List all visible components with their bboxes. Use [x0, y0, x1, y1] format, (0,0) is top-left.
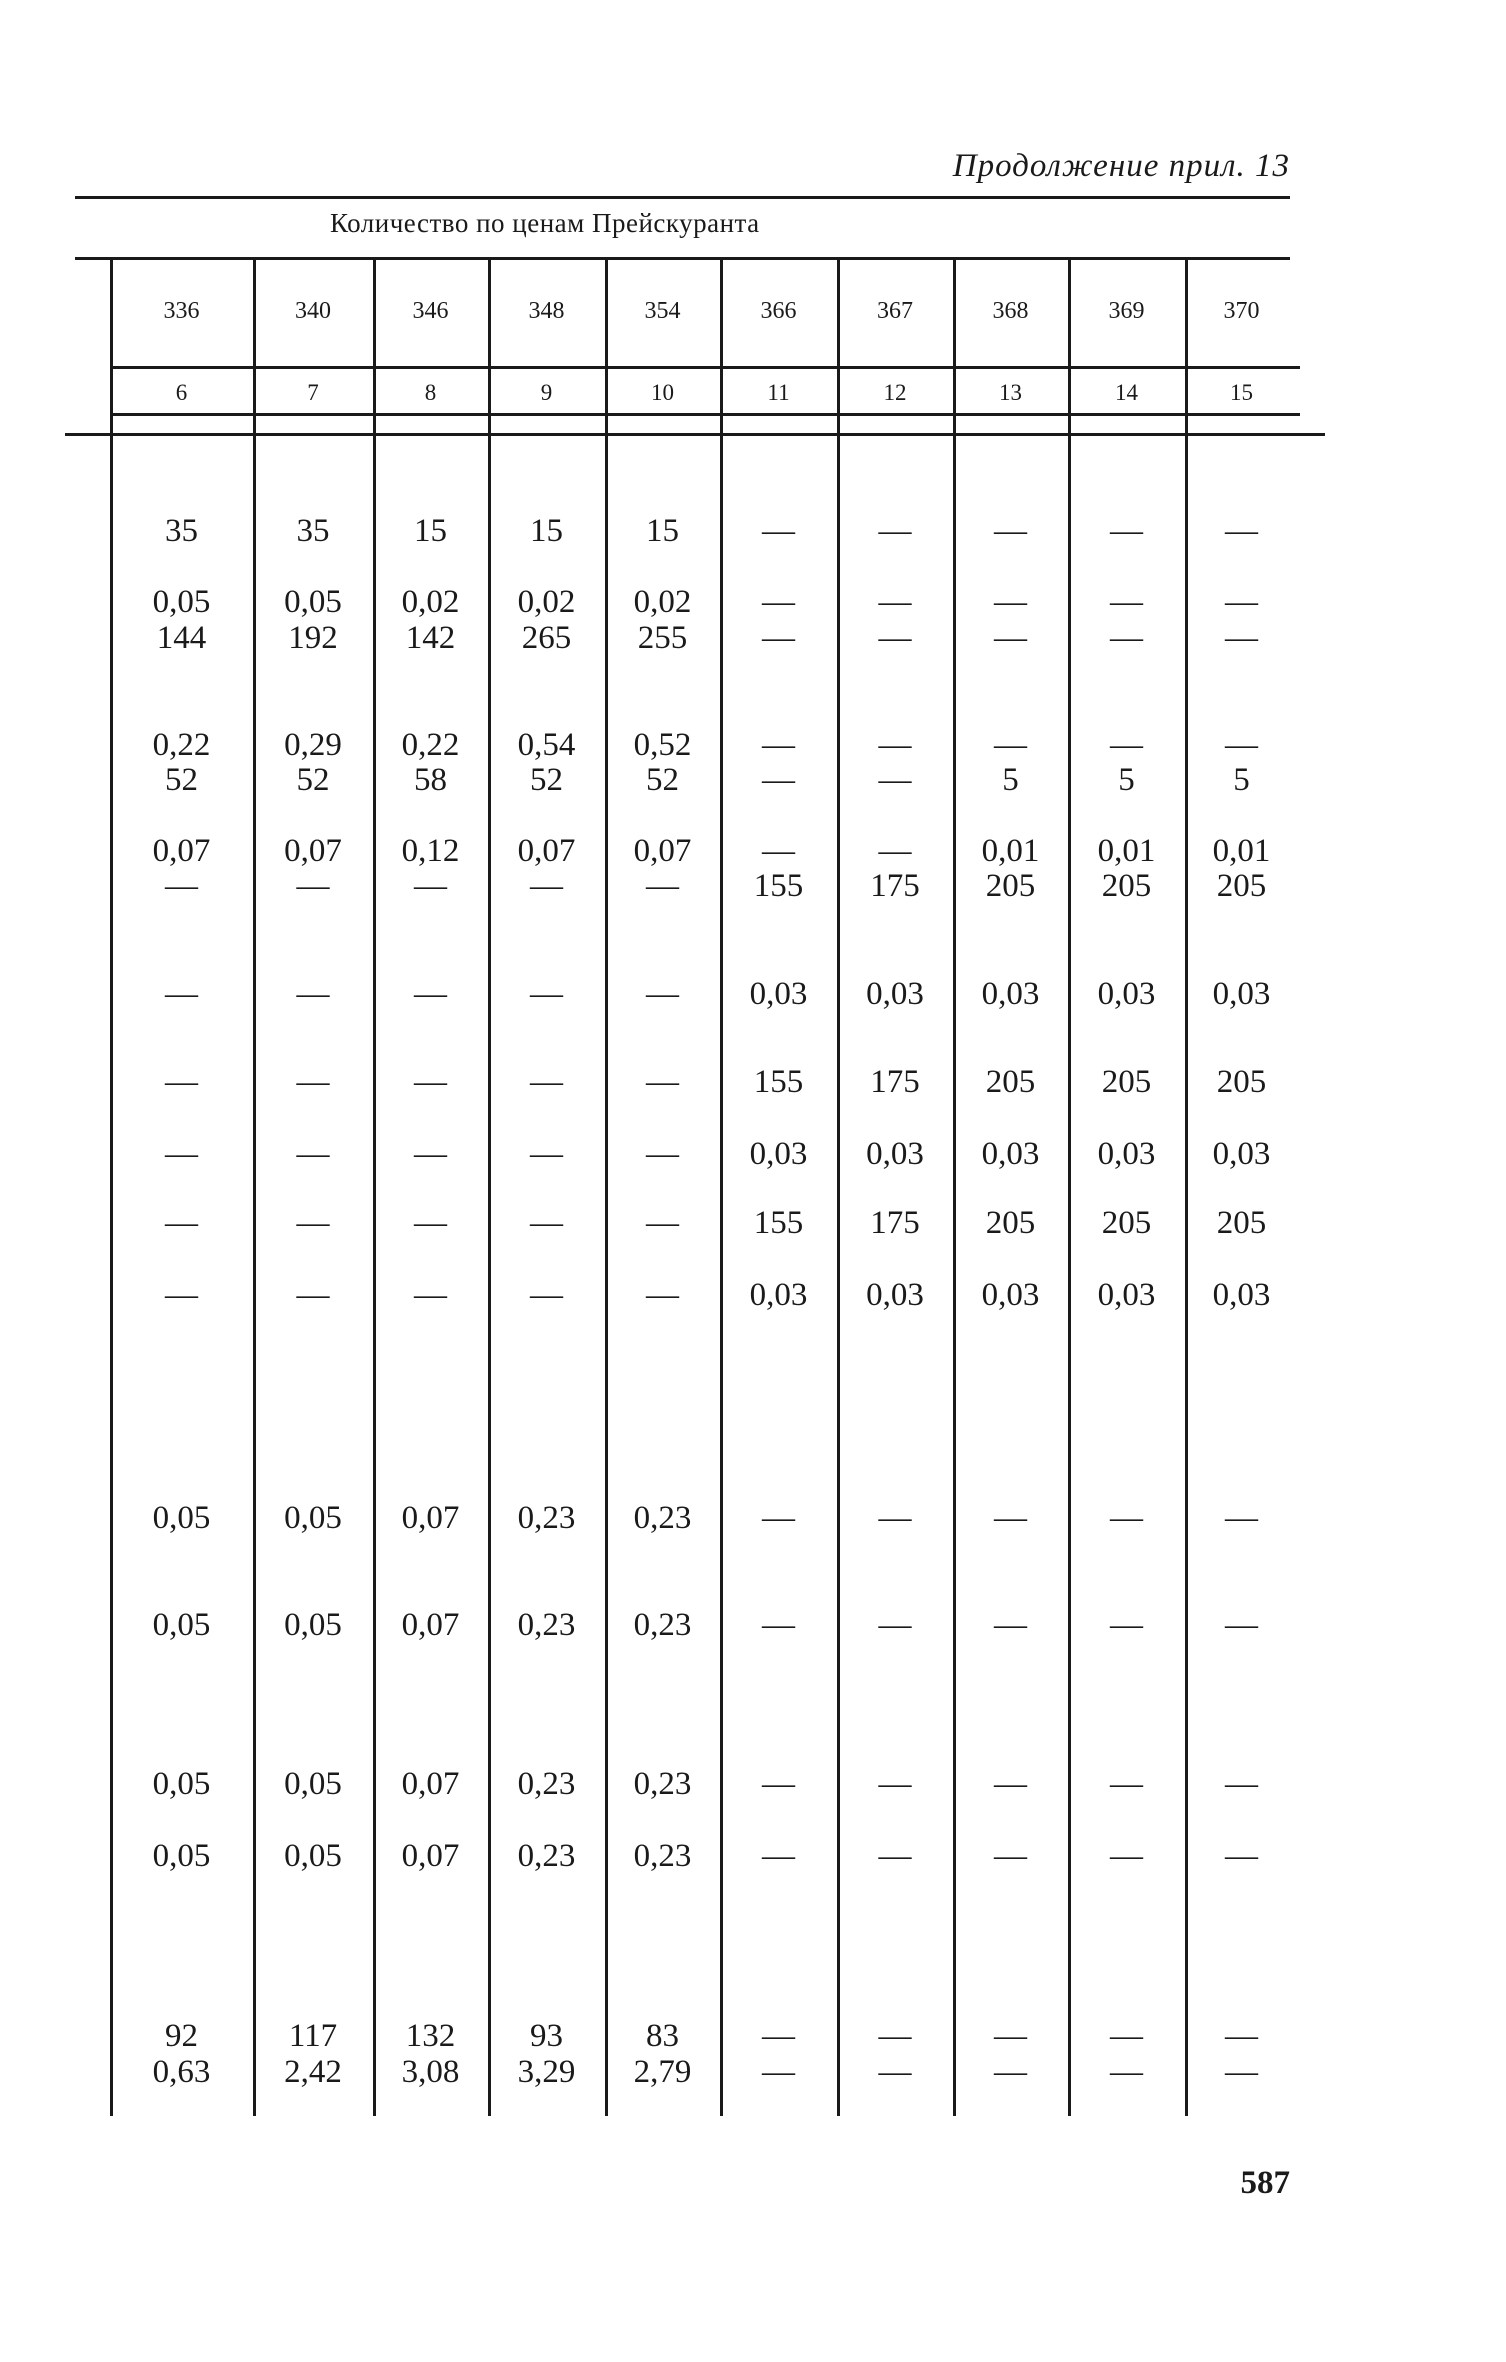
table-cell: — — [1110, 727, 1143, 763]
table-cell: — — [646, 976, 679, 1012]
table-cell: 0,63 — [152, 2054, 211, 2090]
table-cell: — — [414, 976, 447, 1012]
price-header: 340 — [295, 298, 331, 324]
table-cell: 0,22 — [401, 727, 460, 763]
table-cell: 0,05 — [152, 1838, 211, 1874]
table-cell: — — [994, 2054, 1027, 2090]
table-cell: 205 — [1216, 1205, 1267, 1241]
table-cell: — — [762, 833, 795, 869]
table-cell: 0,29 — [284, 727, 342, 763]
table-cell: — — [1110, 1607, 1143, 1643]
table-cell: — — [165, 1205, 198, 1241]
table-cell: 0,07 — [284, 833, 342, 869]
table-cell: 0,23 — [633, 1838, 692, 1874]
column-index: 13 — [999, 380, 1022, 405]
table-cell: 0,03 — [1097, 1277, 1156, 1313]
table-cell: 52 — [165, 762, 198, 798]
table-cell: — — [878, 2018, 912, 2054]
table-cell: 0,01 — [1097, 833, 1156, 869]
table-cell: 0,02 — [517, 584, 576, 620]
table-cell: 0,23 — [633, 1766, 692, 1802]
table-rule — [110, 366, 1300, 369]
table-cell: 205 — [1216, 1064, 1267, 1100]
table-cell: — — [165, 1136, 198, 1172]
table-cell: 0,03 — [1212, 976, 1271, 1012]
table-cell: — — [762, 2054, 795, 2090]
table-cell: — — [530, 1064, 563, 1100]
table-cell: 0,03 — [866, 976, 924, 1012]
table-cell: 155 — [753, 1064, 804, 1100]
table-cell: 0,23 — [633, 1607, 692, 1643]
table-cell: — — [530, 1205, 563, 1241]
running-title: Продолжение прил. 13 — [952, 148, 1290, 184]
table-cell: 0,03 — [981, 976, 1040, 1012]
table-cell: — — [878, 620, 912, 656]
table-cell: — — [296, 976, 330, 1012]
table-cell: 15 — [414, 513, 447, 549]
table-cell: — — [878, 584, 912, 620]
table-rule — [110, 413, 1300, 416]
table-cell: 15 — [646, 513, 679, 549]
table-cell: 2,42 — [284, 2054, 342, 2090]
table-cell: — — [878, 727, 912, 763]
column-index: 10 — [651, 380, 674, 405]
table-cell: 0,05 — [152, 584, 211, 620]
column-index: 6 — [175, 380, 188, 405]
table-cell: 35 — [296, 513, 330, 549]
table-cell: 92 — [165, 2018, 198, 2054]
table-cell: 15 — [530, 513, 563, 549]
table-cell: — — [646, 1277, 679, 1313]
column-index: 14 — [1115, 380, 1138, 405]
table-cell: 83 — [646, 2018, 679, 2054]
table-cell: 205 — [985, 868, 1036, 904]
table-cell: 5 — [1002, 762, 1019, 798]
table-cell: 2,79 — [633, 2054, 692, 2090]
table-cell: — — [414, 868, 447, 904]
table-cell: — — [762, 584, 795, 620]
table-cell: 0,07 — [401, 1766, 460, 1802]
table-cell: 35 — [165, 513, 198, 549]
table-cell: 0,54 — [517, 727, 576, 763]
table-cell: — — [762, 513, 795, 549]
table-cell: — — [762, 727, 795, 763]
table-cell: — — [762, 1838, 795, 1874]
table-cell: — — [414, 1277, 447, 1313]
table-cell: 132 — [405, 2018, 456, 2054]
table-cell: — — [1225, 584, 1258, 620]
table-cell: 205 — [985, 1064, 1036, 1100]
table-cell: 0,01 — [981, 833, 1040, 869]
table-cell: 175 — [870, 1205, 920, 1241]
table-cell: — — [1225, 1500, 1258, 1536]
table-cell: — — [878, 762, 912, 798]
table-cell: — — [994, 2018, 1027, 2054]
column-index: 15 — [1230, 380, 1253, 405]
table-cell: — — [530, 976, 563, 1012]
table-cell: — — [414, 1136, 447, 1172]
table-cell: 0,07 — [401, 1607, 460, 1643]
table-cell: — — [994, 1766, 1027, 1802]
table-cell: 0,03 — [866, 1136, 924, 1172]
table-cell: 205 — [985, 1205, 1036, 1241]
table-cell: 144 — [156, 620, 207, 656]
table-cell: 3,29 — [517, 2054, 576, 2090]
page-number: 587 — [1240, 2165, 1290, 2201]
header-rule — [75, 257, 1290, 260]
table-cell: — — [1110, 1838, 1143, 1874]
table-cell: — — [1110, 2054, 1143, 2090]
table-cell: 0,05 — [284, 1500, 342, 1536]
price-header: 367 — [877, 298, 913, 324]
table-cell: 0,01 — [1212, 833, 1271, 869]
table-cell: — — [414, 1205, 447, 1241]
table-cell: — — [878, 1838, 912, 1874]
table-cell: 205 — [1101, 868, 1152, 904]
column-index: 12 — [883, 380, 907, 405]
table-cell: 175 — [870, 868, 920, 904]
table-cell: — — [1110, 1500, 1143, 1536]
table-cell: 255 — [637, 620, 688, 656]
table-cell: 0,02 — [401, 584, 460, 620]
table-cell: 0,03 — [981, 1136, 1040, 1172]
table-cell: 0,05 — [152, 1607, 211, 1643]
table-cell: 0,03 — [749, 976, 808, 1012]
table-cell: 0,07 — [152, 833, 211, 869]
table-cell: — — [878, 833, 912, 869]
price-header: 336 — [163, 298, 200, 324]
table-cell: — — [762, 762, 795, 798]
table-cell: 5 — [1233, 762, 1250, 798]
table-cell: — — [994, 1607, 1027, 1643]
table-cell: — — [1225, 1607, 1258, 1643]
table-cell: — — [296, 1277, 330, 1313]
price-header: 346 — [412, 298, 449, 324]
table-cell: — — [296, 1064, 330, 1100]
table-cell: — — [1225, 1766, 1258, 1802]
table-cell: — — [1225, 2018, 1258, 2054]
table-cell: 0,05 — [284, 1766, 342, 1802]
table-cell: — — [1225, 620, 1258, 656]
table-cell: 0,03 — [749, 1277, 808, 1313]
table-cell: — — [878, 1766, 912, 1802]
table-cell: — — [414, 1064, 447, 1100]
column-index: 8 — [424, 380, 437, 405]
table-cell: — — [530, 1277, 563, 1313]
price-header: 368 — [992, 298, 1029, 324]
table-cell: — — [1225, 2054, 1258, 2090]
table-cell: — — [762, 620, 795, 656]
table-cell: 0,23 — [517, 1607, 576, 1643]
table-cell: 117 — [288, 2018, 338, 2054]
table-cell: — — [165, 868, 198, 904]
table-cell: 0,52 — [633, 727, 692, 763]
column-index: 7 — [307, 380, 319, 405]
column-index: 9 — [540, 380, 553, 405]
price-header: 366 — [760, 298, 797, 324]
table-cell: 0,03 — [981, 1277, 1040, 1313]
table-cell: — — [1110, 1766, 1143, 1802]
table-cell: 52 — [296, 762, 330, 798]
table-cell: 0,12 — [401, 833, 460, 869]
price-header: 369 — [1108, 298, 1145, 324]
table-cell: 142 — [405, 620, 456, 656]
table-cell: 0,07 — [401, 1838, 460, 1874]
table-cell: — — [762, 1607, 795, 1643]
table-cell: 0,03 — [1212, 1277, 1271, 1313]
table-cell: 205 — [1101, 1205, 1152, 1241]
table-cell: 0,22 — [152, 727, 211, 763]
table-cell: 0,02 — [633, 584, 692, 620]
table-cell: 0,03 — [866, 1277, 924, 1313]
table-cell: 0,05 — [152, 1766, 211, 1802]
table-cell: 0,03 — [749, 1136, 808, 1172]
table-cell: 0,07 — [633, 833, 692, 869]
table-cell: — — [1225, 513, 1258, 549]
table-cell: — — [762, 1500, 795, 1536]
table-cell: — — [165, 976, 198, 1012]
table-cell: — — [646, 868, 679, 904]
table-cell: — — [165, 1277, 198, 1313]
table-cell: 155 — [753, 1205, 804, 1241]
group-header: Количество по ценам Прейскуранта — [330, 208, 760, 238]
table-cell: — — [530, 1136, 563, 1172]
table-cell: 175 — [870, 1064, 920, 1100]
table-cell: — — [296, 1205, 330, 1241]
table-cell: — — [530, 868, 563, 904]
table-cell: 0,03 — [1097, 1136, 1156, 1172]
table-cell: 0,23 — [517, 1766, 576, 1802]
top-rule — [75, 196, 1290, 199]
table-cell: 205 — [1216, 868, 1267, 904]
table-cell: 265 — [521, 620, 572, 656]
table-cell: 0,05 — [152, 1500, 211, 1536]
table-cell: — — [1110, 584, 1143, 620]
table-cell: 155 — [753, 868, 804, 904]
column-index: 11 — [767, 380, 790, 405]
table-cell: 0,05 — [284, 1838, 342, 1874]
table-cell: 205 — [1101, 1064, 1152, 1100]
table-cell: — — [994, 727, 1027, 763]
table-cell: 52 — [530, 762, 563, 798]
price-header: 354 — [644, 298, 681, 324]
price-header: 370 — [1223, 298, 1260, 324]
table-rule — [65, 433, 1325, 436]
table-cell: — — [1110, 2018, 1143, 2054]
table-cell: 93 — [530, 2018, 563, 2054]
table-cell: 58 — [414, 762, 447, 798]
table-cell: 0,03 — [1097, 976, 1156, 1012]
table-cell: — — [165, 1064, 198, 1100]
table-cell: 192 — [288, 620, 338, 656]
table-cell: — — [994, 1838, 1027, 1874]
table-cell: 0,23 — [517, 1500, 576, 1536]
table-cell: 5 — [1118, 762, 1135, 798]
table-cell: — — [994, 584, 1027, 620]
table-cell: — — [994, 620, 1027, 656]
table-cell: — — [994, 1500, 1027, 1536]
table-cell: — — [994, 513, 1027, 549]
table-cell: 0,23 — [633, 1500, 692, 1536]
table-cell: — — [646, 1136, 679, 1172]
table-cell: 0,07 — [517, 833, 576, 869]
table-cell: — — [1225, 1838, 1258, 1874]
table-cell: — — [646, 1205, 679, 1241]
table-cell: 0,07 — [401, 1500, 460, 1536]
table-cell: 0,23 — [517, 1838, 576, 1874]
table-cell: 52 — [646, 762, 679, 798]
table-cell: — — [878, 1500, 912, 1536]
table-cell: — — [878, 2054, 912, 2090]
table-cell: 0,03 — [1212, 1136, 1271, 1172]
table-cell: — — [1110, 620, 1143, 656]
table-cell: — — [878, 1607, 912, 1643]
table-cell: — — [296, 868, 330, 904]
table-cell: 3,08 — [401, 2054, 460, 2090]
table-cell: — — [1110, 513, 1143, 549]
table-cell: — — [762, 2018, 795, 2054]
table-cell: 0,05 — [284, 1607, 342, 1643]
table-cell: — — [878, 513, 912, 549]
price-header: 348 — [528, 298, 565, 324]
table-cell: 0,05 — [284, 584, 342, 620]
table-cell: — — [1225, 727, 1258, 763]
table-cell: — — [296, 1136, 330, 1172]
table-cell: — — [762, 1766, 795, 1802]
table-cell: — — [646, 1064, 679, 1100]
